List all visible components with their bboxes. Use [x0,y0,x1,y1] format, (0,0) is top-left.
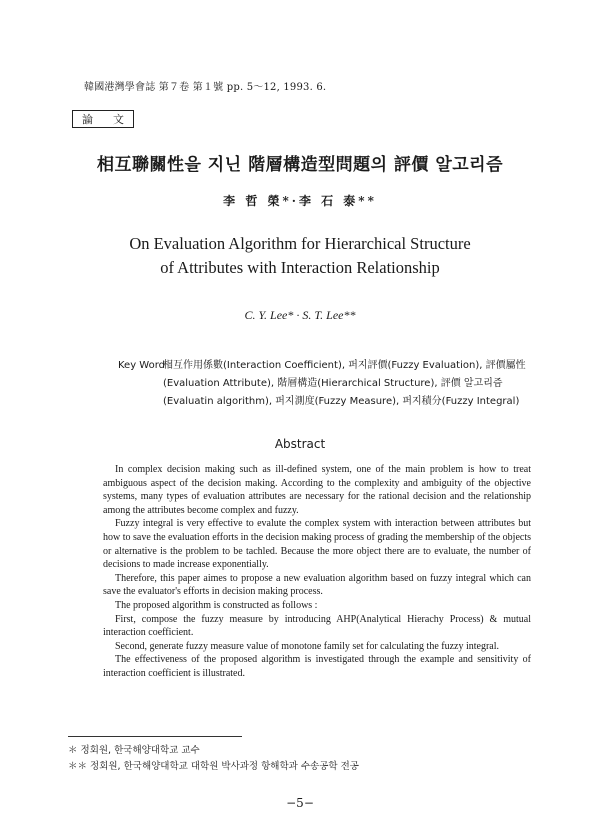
keywords-label: Key Word : [118,360,172,371]
abstract-paragraph: The proposed algorithm is constructed as follows : [115,599,318,611]
article-category-box [72,110,134,128]
english-authors: C. Y. Lee* · S. T. Lee** [244,308,356,322]
keywords-block [118,357,538,411]
abstract-paragraph: Fuzzy integral is very effective to evalute the complex system with interaction between attributes but how to save the evaluation efforts in the decision making process of grading the membership of the objects or alternative is the problem to be tachled. Because the more object there are to evaluate, the number of decisions to made increase exponentially. [103,518,531,571]
footnote-1: ＊ 정회원, 한국해양대학교 교수 [68,745,200,756]
footnote-divider [68,736,242,737]
journal-reference: 韓國港灣學會誌 第７卷 第１號 pp. 5～12, 1993. 6. [84,82,327,93]
english-title [0,232,600,280]
korean-title: 相互聯關性을 지닌 階層構造型問題의 評價 알고리즘 [96,155,504,175]
abstract-paragraph: The effectiveness of the proposed algorithm is investigated through the example and sensitivity of interaction coefficient is illustrated. [103,654,531,679]
abstract-paragraph: Second, generate fuzzy measure value of monotone family set for calculating the fuzzy integral. [115,640,500,652]
page-number: −5− [286,796,314,810]
korean-authors: 李 哲 榮*·李 石 泰** [223,194,377,208]
abstract-paragraph: First, compose the fuzzy measure by introducing AHP(Analytical Hierachy Process) & mutual interaction coefficient. [103,613,531,639]
english-title-line-1: On Evaluation Algorithm for Hierarchical Structure [129,234,471,253]
abstract-paragraph: Therefore, this paper aimes to propose a new evaluation algorithm based on fuzzy integral which can save the evaluator's efforts in decision making process. [103,572,531,598]
category-char-left: 論 [82,113,93,126]
footnote-2: ＊＊ 정회원, 한국해양대학교 대학원 박사과정 항해학과 수송공학 전공 [68,761,359,772]
english-title-line-2: of Attributes with Interaction Relationship [160,258,440,277]
abstract-paragraph: In complex decision making such as ill-defined system, one of the main problem is how to treat ambiguous aspect of the decision making. According to the complexity and ambiguity of the objective systems, many types of evaluation attributes are necessary for the rational decision and the relationship among the attributes become complex and fuzzy. [103,464,531,516]
keywords-text: 相互作用係數(Interaction Coefficient), 퍼지評價(Fuzzy Evaluation), 評價屬性(Evaluation Attribute), 階層構造(Hierarchical Structure), 評價 알고리즘(Evaluatin algorithm), 퍼지測度(Fuzzy Measure), 퍼지積分(Fuzzy Integral) [163,360,526,407]
abstract-heading: Abstract [274,437,326,451]
abstract-body [103,463,531,681]
footnotes [68,743,359,775]
category-char-right: 文 [113,113,124,126]
